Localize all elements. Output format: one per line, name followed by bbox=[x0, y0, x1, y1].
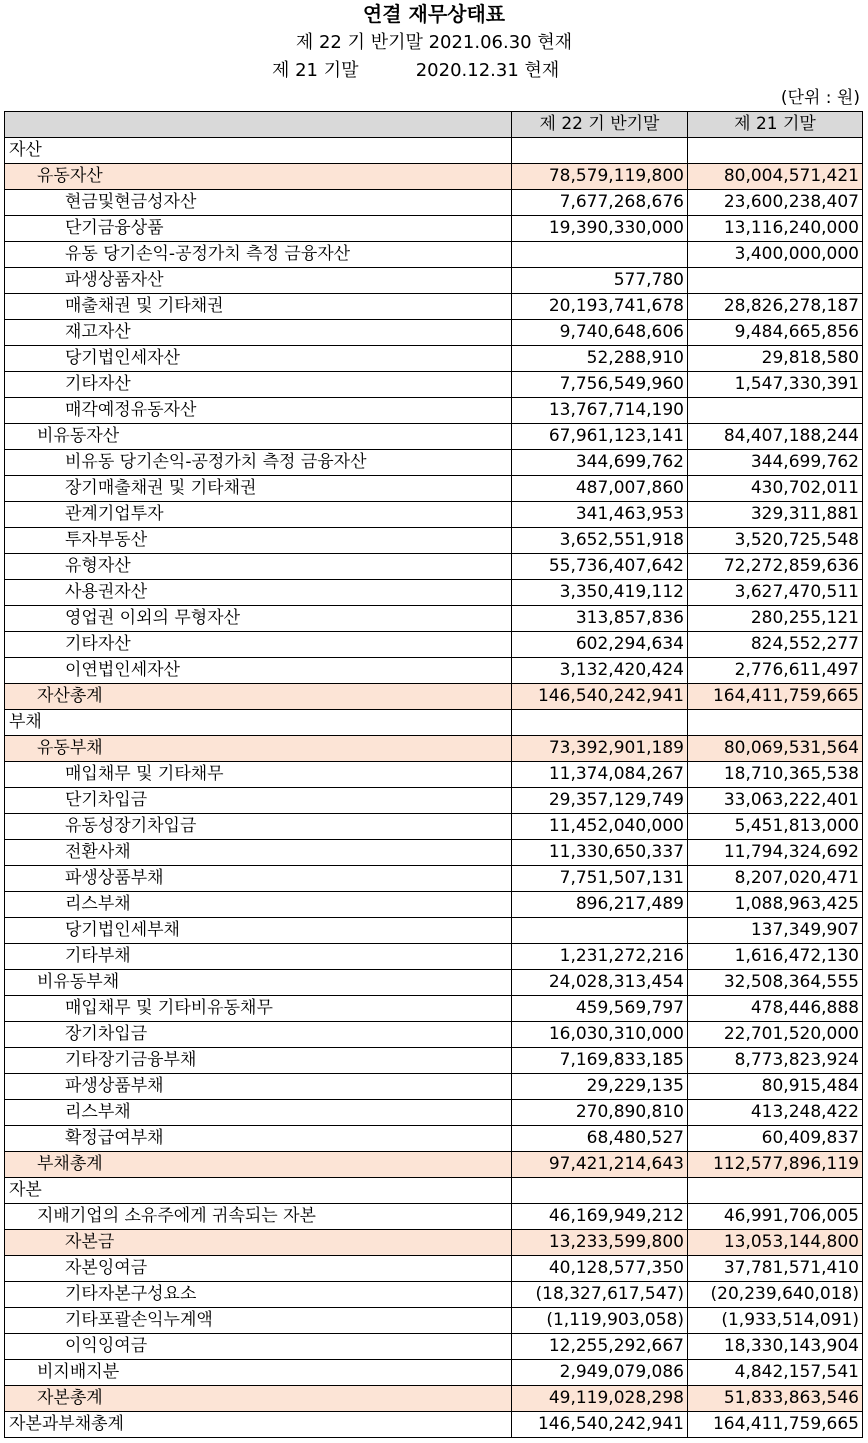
prior-period-value: 164,411,759,665 bbox=[688, 1412, 863, 1438]
table-row bbox=[5, 1204, 863, 1230]
table-row bbox=[5, 1334, 863, 1360]
current-period-value: 270,890,810 bbox=[512, 1100, 688, 1126]
prior-period-value: 344,699,762 bbox=[688, 450, 863, 476]
table-row bbox=[5, 710, 863, 736]
current-period-value: 7,169,833,185 bbox=[512, 1048, 688, 1074]
table-row bbox=[5, 528, 863, 554]
table-row bbox=[5, 1100, 863, 1126]
current-period-value: 46,169,949,212 bbox=[512, 1204, 688, 1230]
row-label: 지배기업의 소유주에게 귀속되는 자본 bbox=[5, 1204, 512, 1230]
current-period-value: 13,767,714,190 bbox=[512, 398, 688, 424]
table-row bbox=[5, 190, 863, 216]
current-period-value: 577,780 bbox=[512, 268, 688, 294]
prior-period-value: 33,063,222,401 bbox=[688, 788, 863, 814]
current-period-value: 7,751,507,131 bbox=[512, 866, 688, 892]
current-period-value: 13,233,599,800 bbox=[512, 1230, 688, 1256]
prior-period-value: 9,484,665,856 bbox=[688, 320, 863, 346]
prior-period-value: 13,116,240,000 bbox=[688, 216, 863, 242]
row-label: 기타장기금융부채 bbox=[5, 1048, 512, 1074]
row-label: 부채총계 bbox=[5, 1152, 512, 1178]
table-row bbox=[5, 944, 863, 970]
table-row bbox=[5, 476, 863, 502]
table-row bbox=[5, 1412, 863, 1438]
prior-period-value: 112,577,896,119 bbox=[688, 1152, 863, 1178]
row-label: 자본금 bbox=[5, 1230, 512, 1256]
row-label: 자본과부채총계 bbox=[5, 1412, 512, 1438]
row-label: 이연법인세자산 bbox=[5, 658, 512, 684]
prior-period-value: 3,520,725,548 bbox=[688, 528, 863, 554]
table-row bbox=[5, 606, 863, 632]
current-period-value: 487,007,860 bbox=[512, 476, 688, 502]
prior-period-value: 280,255,121 bbox=[688, 606, 863, 632]
current-period-value bbox=[512, 918, 688, 944]
current-period-value: 9,740,648,606 bbox=[512, 320, 688, 346]
row-label: 부채 bbox=[5, 710, 512, 736]
prior-period-value: 23,600,238,407 bbox=[688, 190, 863, 216]
table-row bbox=[5, 1048, 863, 1074]
table-row bbox=[5, 1126, 863, 1152]
current-period-value: 78,579,119,800 bbox=[512, 164, 688, 190]
row-label: 전환사채 bbox=[5, 840, 512, 866]
current-period-value: 11,330,650,337 bbox=[512, 840, 688, 866]
current-period-value: 7,756,549,960 bbox=[512, 372, 688, 398]
prior-period-value bbox=[688, 398, 863, 424]
current-period-value: 459,569,797 bbox=[512, 996, 688, 1022]
row-label: 리스부채 bbox=[5, 892, 512, 918]
current-period-value: 20,193,741,678 bbox=[512, 294, 688, 320]
current-period-value: 344,699,762 bbox=[512, 450, 688, 476]
current-period-value: 97,421,214,643 bbox=[512, 1152, 688, 1178]
prior-period-value: 37,781,571,410 bbox=[688, 1256, 863, 1282]
prior-period-value: 46,991,706,005 bbox=[688, 1204, 863, 1230]
header-prior-period: 제 21 기말 bbox=[688, 112, 863, 138]
current-period-value: 52,288,910 bbox=[512, 346, 688, 372]
row-label: 재고자산 bbox=[5, 320, 512, 346]
current-period-value bbox=[512, 710, 688, 736]
header-label-col bbox=[5, 112, 512, 138]
row-label: 기타포괄손익누계액 bbox=[5, 1308, 512, 1334]
statement-title: 연결 재무상태표 bbox=[362, 2, 506, 26]
current-period-value: 313,857,836 bbox=[512, 606, 688, 632]
current-period-value bbox=[512, 1178, 688, 1204]
current-period-value: 2,949,079,086 bbox=[512, 1360, 688, 1386]
row-label: 비유동부채 bbox=[5, 970, 512, 996]
table-row bbox=[5, 1152, 863, 1178]
prior-period-value: 80,915,484 bbox=[688, 1074, 863, 1100]
current-period-value: 40,128,577,350 bbox=[512, 1256, 688, 1282]
current-period-value: 19,390,330,000 bbox=[512, 216, 688, 242]
current-period-value: 3,350,419,112 bbox=[512, 580, 688, 606]
unit-label: (단위 : 원) bbox=[780, 88, 860, 108]
current-period-value: 49,119,028,298 bbox=[512, 1386, 688, 1412]
current-period-value: 146,540,242,941 bbox=[512, 684, 688, 710]
table-row bbox=[5, 840, 863, 866]
current-period-value: 68,480,527 bbox=[512, 1126, 688, 1152]
prior-period-value bbox=[688, 138, 863, 164]
row-label: 매입채무 및 기타채무 bbox=[5, 762, 512, 788]
table-row bbox=[5, 1022, 863, 1048]
row-label: 현금및현금성자산 bbox=[5, 190, 512, 216]
prior-period-value: 137,349,907 bbox=[688, 918, 863, 944]
table-row bbox=[5, 1178, 863, 1204]
prior-period-value: 329,311,881 bbox=[688, 502, 863, 528]
row-label: 매각예정유동자산 bbox=[5, 398, 512, 424]
table-row bbox=[5, 970, 863, 996]
table-row bbox=[5, 216, 863, 242]
row-label: 파생상품자산 bbox=[5, 268, 512, 294]
table-row bbox=[5, 138, 863, 164]
row-label: 관계기업투자 bbox=[5, 502, 512, 528]
row-label: 장기차입금 bbox=[5, 1022, 512, 1048]
row-label: 자본잉여금 bbox=[5, 1256, 512, 1282]
current-period-value: 7,677,268,676 bbox=[512, 190, 688, 216]
prior-period-value: 84,407,188,244 bbox=[688, 424, 863, 450]
row-label: 유동자산 bbox=[5, 164, 512, 190]
prior-period-value: 32,508,364,555 bbox=[688, 970, 863, 996]
current-period-value: 12,255,292,667 bbox=[512, 1334, 688, 1360]
prior-period-value: 72,272,859,636 bbox=[688, 554, 863, 580]
row-label: 기타자산 bbox=[5, 372, 512, 398]
row-label: 기타자산 bbox=[5, 632, 512, 658]
prior-period-value: 1,547,330,391 bbox=[688, 372, 863, 398]
table-row bbox=[5, 1282, 863, 1308]
table-row bbox=[5, 736, 863, 762]
table-row bbox=[5, 814, 863, 840]
prior-period-value: 8,773,823,924 bbox=[688, 1048, 863, 1074]
prior-period-value bbox=[688, 710, 863, 736]
prior-period-value: 80,004,571,421 bbox=[688, 164, 863, 190]
current-period-value: 24,028,313,454 bbox=[512, 970, 688, 996]
row-label: 당기법인세자산 bbox=[5, 346, 512, 372]
table-row bbox=[5, 372, 863, 398]
prior-period-value: 5,451,813,000 bbox=[688, 814, 863, 840]
current-period-value: 1,231,272,216 bbox=[512, 944, 688, 970]
current-period-value: 11,374,084,267 bbox=[512, 762, 688, 788]
current-period-value: 896,217,489 bbox=[512, 892, 688, 918]
row-label: 이익잉여금 bbox=[5, 1334, 512, 1360]
current-period-value: 29,357,129,749 bbox=[512, 788, 688, 814]
current-period-value: 67,961,123,141 bbox=[512, 424, 688, 450]
row-label: 유동 당기손익-공정가치 측정 금융자산 bbox=[5, 242, 512, 268]
header-current-period: 제 22 기 반기말 bbox=[512, 112, 688, 138]
prior-period-value: 4,842,157,541 bbox=[688, 1360, 863, 1386]
row-label: 기타부채 bbox=[5, 944, 512, 970]
table-row bbox=[5, 450, 863, 476]
table-row bbox=[5, 788, 863, 814]
row-label: 자본 bbox=[5, 1178, 512, 1204]
current-period-value: (18,327,617,547) bbox=[512, 1282, 688, 1308]
table-row bbox=[5, 320, 863, 346]
current-period-value: 3,132,420,424 bbox=[512, 658, 688, 684]
prior-period-value: 3,400,000,000 bbox=[688, 242, 863, 268]
row-label: 당기법인세부채 bbox=[5, 918, 512, 944]
table-row bbox=[5, 502, 863, 528]
prior-period-value: 11,794,324,692 bbox=[688, 840, 863, 866]
table-row bbox=[5, 1386, 863, 1412]
current-period-value bbox=[512, 242, 688, 268]
row-label: 매입채무 및 기타비유동채무 bbox=[5, 996, 512, 1022]
table-row bbox=[5, 1074, 863, 1100]
row-label: 비지배지분 bbox=[5, 1360, 512, 1386]
table-row bbox=[5, 762, 863, 788]
row-label: 비유동자산 bbox=[5, 424, 512, 450]
row-label: 유동성장기차입금 bbox=[5, 814, 512, 840]
current-period-value: 602,294,634 bbox=[512, 632, 688, 658]
row-label: 비유동 당기손익-공정가치 측정 금융자산 bbox=[5, 450, 512, 476]
prior-period-value: (20,239,640,018) bbox=[688, 1282, 863, 1308]
table-row bbox=[5, 1256, 863, 1282]
table-row bbox=[5, 164, 863, 190]
table-row bbox=[5, 866, 863, 892]
table-row bbox=[5, 996, 863, 1022]
prior-period-value: 29,818,580 bbox=[688, 346, 863, 372]
prior-period-value: 478,446,888 bbox=[688, 996, 863, 1022]
table-row bbox=[5, 398, 863, 424]
prior-period-value: 18,330,143,904 bbox=[688, 1334, 863, 1360]
row-label: 파생상품부채 bbox=[5, 1074, 512, 1100]
period-current: 제 22 기 반기말 2021.06.30 현재 bbox=[295, 32, 573, 53]
table-row bbox=[5, 1308, 863, 1334]
table-row bbox=[5, 268, 863, 294]
prior-period-value: 8,207,020,471 bbox=[688, 866, 863, 892]
prior-period-value: 51,833,863,546 bbox=[688, 1386, 863, 1412]
row-label: 매출채권 및 기타채권 bbox=[5, 294, 512, 320]
row-label: 장기매출채권 및 기타채권 bbox=[5, 476, 512, 502]
prior-period-value: 824,552,277 bbox=[688, 632, 863, 658]
table-row bbox=[5, 242, 863, 268]
current-period-value: 29,229,135 bbox=[512, 1074, 688, 1100]
current-period-value: 3,652,551,918 bbox=[512, 528, 688, 554]
prior-period-value: 1,088,963,425 bbox=[688, 892, 863, 918]
current-period-value: (1,119,903,058) bbox=[512, 1308, 688, 1334]
row-label: 영업권 이외의 무형자산 bbox=[5, 606, 512, 632]
prior-period-value: 13,053,144,800 bbox=[688, 1230, 863, 1256]
row-label: 사용권자산 bbox=[5, 580, 512, 606]
prior-period-value: 1,616,472,130 bbox=[688, 944, 863, 970]
table-row bbox=[5, 658, 863, 684]
row-label: 유동부채 bbox=[5, 736, 512, 762]
current-period-value bbox=[512, 138, 688, 164]
prior-period-value: 28,826,278,187 bbox=[688, 294, 863, 320]
table-row bbox=[5, 892, 863, 918]
table-row bbox=[5, 424, 863, 450]
row-label: 기타자본구성요소 bbox=[5, 1282, 512, 1308]
row-label: 리스부채 bbox=[5, 1100, 512, 1126]
row-label: 단기금융상품 bbox=[5, 216, 512, 242]
prior-period-value bbox=[688, 268, 863, 294]
row-label: 자산 bbox=[5, 138, 512, 164]
table-row bbox=[5, 554, 863, 580]
current-period-value: 73,392,901,189 bbox=[512, 736, 688, 762]
current-period-value: 55,736,407,642 bbox=[512, 554, 688, 580]
table-row bbox=[5, 684, 863, 710]
prior-period-value: 80,069,531,564 bbox=[688, 736, 863, 762]
row-label: 파생상품부채 bbox=[5, 866, 512, 892]
table-row bbox=[5, 918, 863, 944]
table-row bbox=[5, 580, 863, 606]
table-row bbox=[5, 632, 863, 658]
prior-period-value: 2,776,611,497 bbox=[688, 658, 863, 684]
table-row bbox=[5, 1230, 863, 1256]
row-label: 확정급여부채 bbox=[5, 1126, 512, 1152]
balance-sheet-table bbox=[4, 111, 863, 1438]
row-label: 유형자산 bbox=[5, 554, 512, 580]
period-prior: 제 21 기말 2020.12.31 현재 bbox=[272, 60, 560, 81]
row-label: 자산총계 bbox=[5, 684, 512, 710]
prior-period-value: 3,627,470,511 bbox=[688, 580, 863, 606]
prior-period-value: (1,933,514,091) bbox=[688, 1308, 863, 1334]
row-label: 투자부동산 bbox=[5, 528, 512, 554]
prior-period-value: 164,411,759,665 bbox=[688, 684, 863, 710]
current-period-value: 11,452,040,000 bbox=[512, 814, 688, 840]
prior-period-value: 22,701,520,000 bbox=[688, 1022, 863, 1048]
prior-period-value: 413,248,422 bbox=[688, 1100, 863, 1126]
current-period-value: 341,463,953 bbox=[512, 502, 688, 528]
prior-period-value: 430,702,011 bbox=[688, 476, 863, 502]
table-row bbox=[5, 294, 863, 320]
table-row bbox=[5, 346, 863, 372]
prior-period-value: 60,409,837 bbox=[688, 1126, 863, 1152]
prior-period-value bbox=[688, 1178, 863, 1204]
row-label: 자본총계 bbox=[5, 1386, 512, 1412]
current-period-value: 16,030,310,000 bbox=[512, 1022, 688, 1048]
table-header-row bbox=[5, 112, 863, 138]
prior-period-value: 18,710,365,538 bbox=[688, 762, 863, 788]
table-row bbox=[5, 1360, 863, 1386]
current-period-value: 146,540,242,941 bbox=[512, 1412, 688, 1438]
row-label: 단기차입금 bbox=[5, 788, 512, 814]
table-body bbox=[5, 138, 863, 1438]
